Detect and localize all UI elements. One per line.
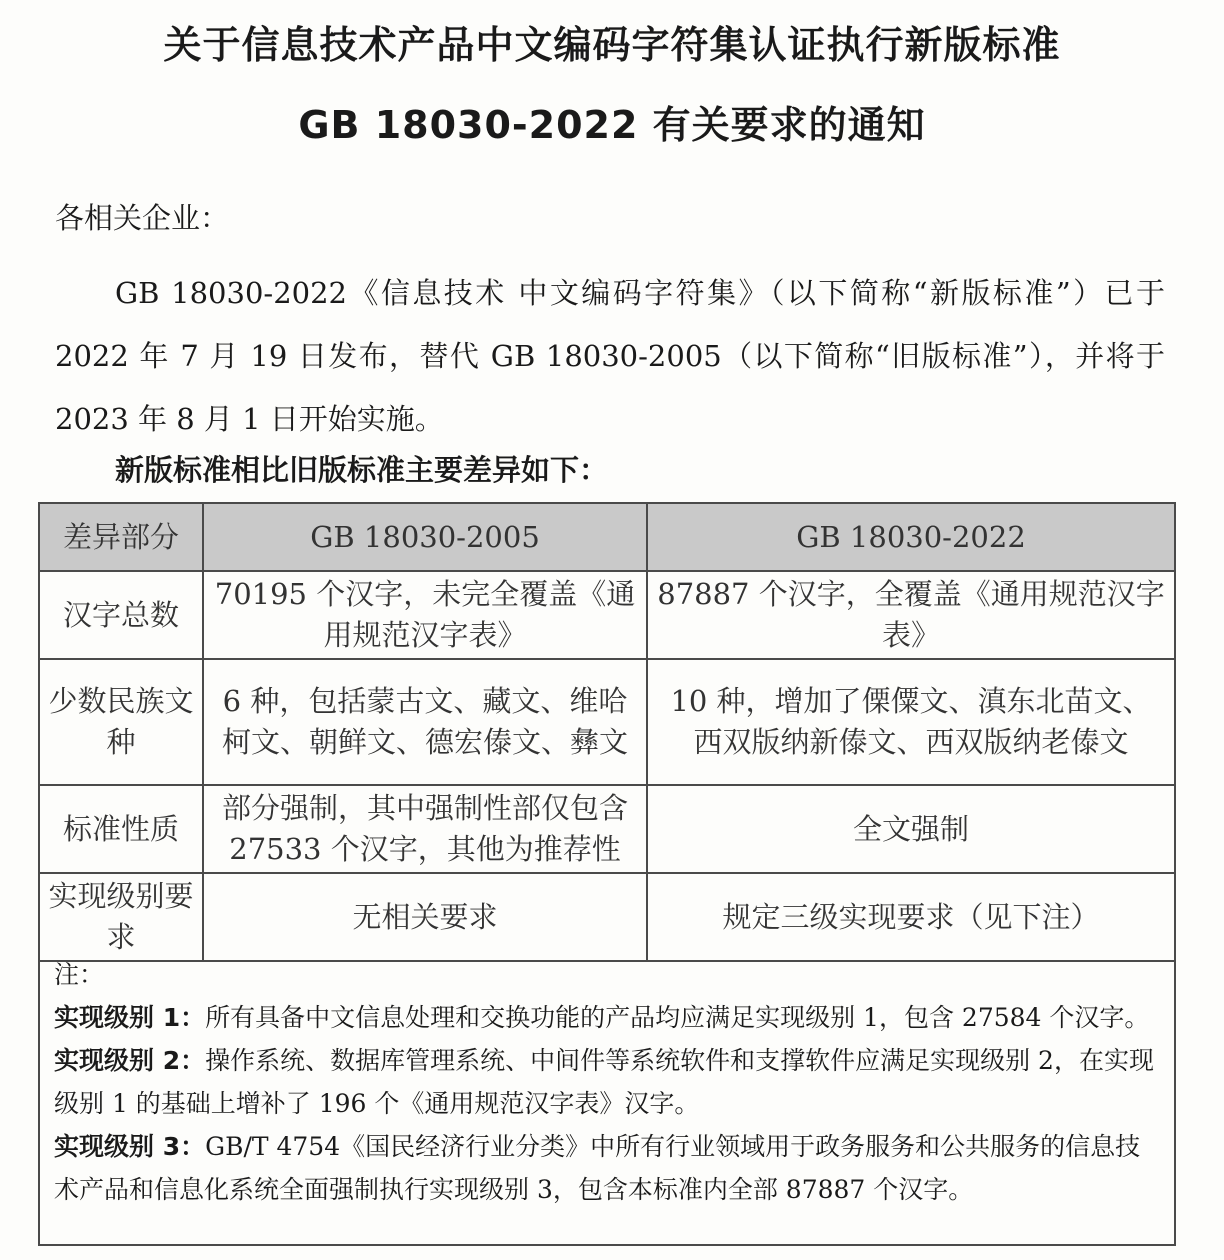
new-value: 规定三级实现要求（见下注） <box>647 873 1175 961</box>
note-label: 实现级别 3： <box>54 1132 206 1161</box>
row-label: 汉字总数 <box>39 571 203 659</box>
body-paragraph: GB 18030-2022《信息技术 中文编码字符集》（以下简称“新版标准”）已于 2022 年 7 月 19 日发布，替代 GB 18030-2005（以下简称“旧版标准”），并将于 2023 年 8 月 1 日开始实施。 <box>55 276 1165 436</box>
notes-heading: 注： <box>54 960 105 989</box>
table-header-row <box>39 503 1175 571</box>
note-text: 所有具备中文信息处理和交换功能的产品均应满足实现级别 1，包含 27584 个汉字。 <box>205 1003 1150 1032</box>
note-item <box>54 1039 1160 1125</box>
new-value: 10 种，增加了傈僳文、滇东北苗文、西双版纳新傣文、西双版纳老傣文 <box>647 659 1175 785</box>
note-text: GB/T 4754《国民经济行业分类》中所有行业领域用于政务服务和公共服务的信息技术产品和信息化系统全面强制执行实现级别 3，包含本标准内全部 87887 个汉字。 <box>54 1132 1141 1204</box>
row-label: 少数民族文种 <box>39 659 203 785</box>
note-item <box>54 1125 1160 1211</box>
header-cell: GB 18030-2005 <box>203 503 647 571</box>
title-line-1: 关于信息技术产品中文编码字符集认证执行新版标准 <box>163 23 1061 67</box>
note-label: 实现级别 2： <box>54 1046 206 1075</box>
note-label: 实现级别 1： <box>54 1003 206 1032</box>
new-value: 全文强制 <box>647 785 1175 873</box>
table-intro: 新版标准相比旧版标准主要差异如下： <box>115 453 609 487</box>
new-value: 87887 个汉字，全覆盖《通用规范汉字表》 <box>647 571 1175 659</box>
row-label: 标准性质 <box>39 785 203 873</box>
comparison-table <box>38 502 1176 962</box>
row-label: 实现级别要求 <box>39 873 203 961</box>
note-item <box>54 996 1160 1039</box>
table-row <box>39 785 1175 873</box>
notes-box <box>38 949 1176 1246</box>
old-value: 6 种，包括蒙古文、藏文、维哈柯文、朝鲜文、德宏傣文、彝文 <box>203 659 647 785</box>
old-value: 无相关要求 <box>203 873 647 961</box>
table-row <box>39 659 1175 785</box>
old-value: 部分强制，其中强制性部仅包含 27533 个汉字，其他为推荐性 <box>203 785 647 873</box>
old-value: 70195 个汉字，未完全覆盖《通用规范汉字表》 <box>203 571 647 659</box>
header-cell: 差异部分 <box>39 503 203 571</box>
note-text: 操作系统、数据库管理系统、中间件等系统软件和支撑软件应满足实现级别 2，在实现级别 1 的基础上增补了 196 个《通用规范汉字表》汉字。 <box>54 1046 1154 1118</box>
header-cell: GB 18030-2022 <box>647 503 1175 571</box>
title-line-2: GB 18030-2022 有关要求的通知 <box>298 103 926 147</box>
table-row <box>39 571 1175 659</box>
table-row <box>39 873 1175 961</box>
salutation: 各相关企业： <box>55 201 230 235</box>
